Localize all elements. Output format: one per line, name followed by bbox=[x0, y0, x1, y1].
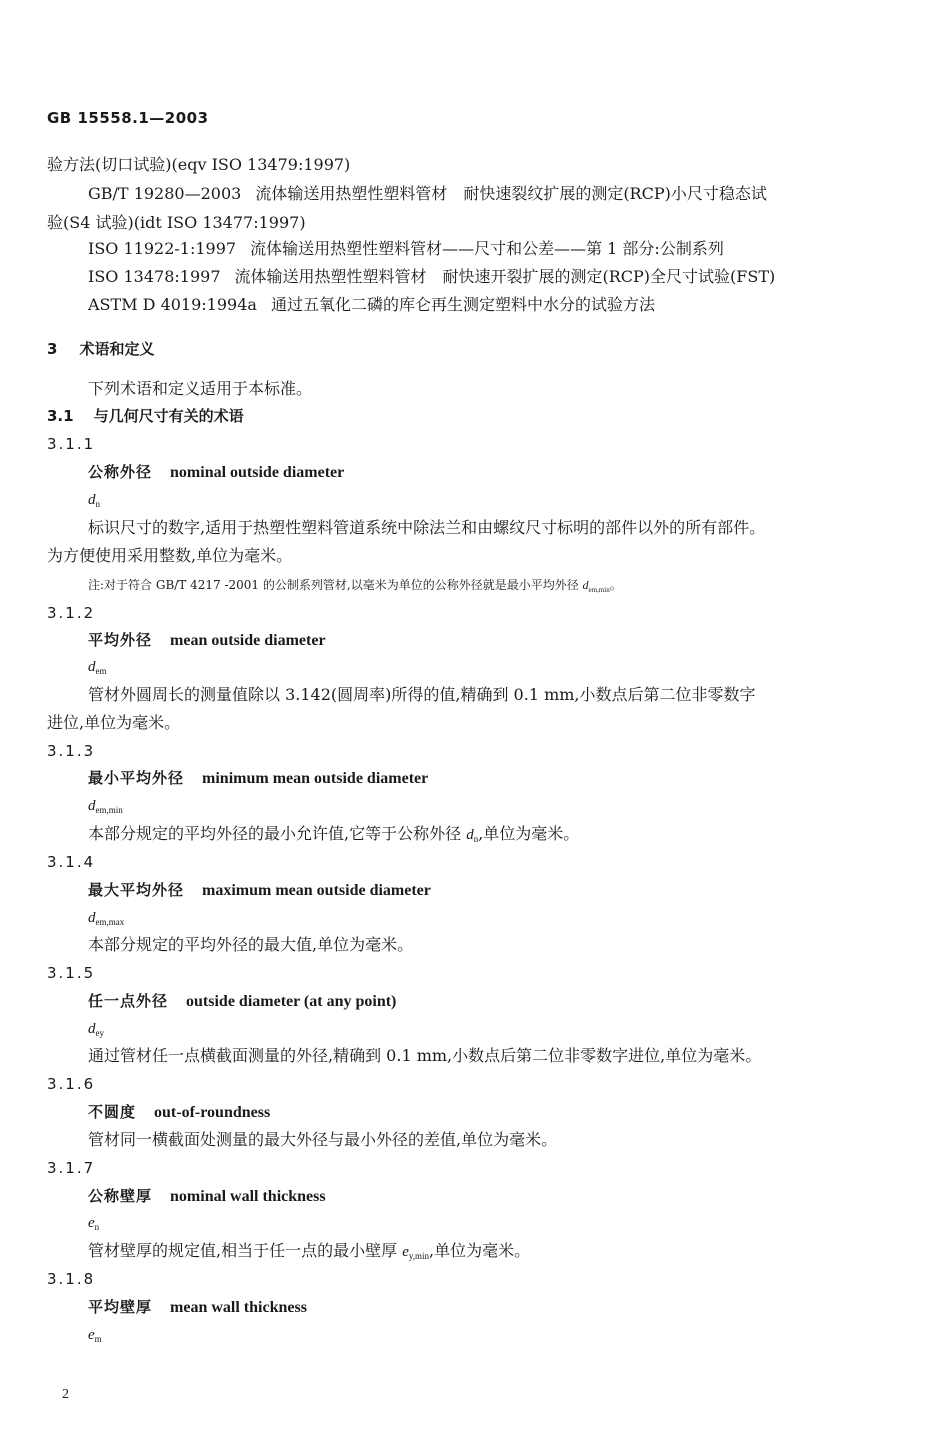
term-name-zh: 平均壁厚 bbox=[88, 1298, 153, 1316]
term-definition: 本部分规定的平均外径的最大值,单位为毫米。 bbox=[88, 935, 414, 954]
reference-code: ISO 13478:1997 bbox=[88, 267, 221, 286]
reference-title: 流体输送用热塑性塑料管材 耐快速裂纹扩展的测定(RCP)小尺寸稳态试 bbox=[255, 184, 767, 203]
term-name-en: maximum mean outside diameter bbox=[202, 882, 431, 899]
doc-code: GB 15558.1—2003 bbox=[47, 109, 209, 127]
term-number: 3.1.2 bbox=[47, 604, 96, 622]
reference-code: GB/T 19280—2003 bbox=[88, 184, 242, 203]
term-heading bbox=[88, 1186, 326, 1207]
term-name-zh: 最大平均外径 bbox=[88, 881, 185, 899]
term-name-zh: 任一点外径 bbox=[88, 992, 169, 1010]
reference-title: 通过五氧化二磷的库仑再生测定塑料中水分的试验方法 bbox=[270, 295, 655, 314]
term-symbol: $d_{em,min}$ bbox=[88, 798, 123, 815]
subsection-number: 3.1 bbox=[47, 407, 74, 425]
term-name-en: nominal wall thickness bbox=[170, 1188, 326, 1205]
term-definition: 管材壁厚的规定值,相当于任一点的最小壁厚 $e_{y,min}$,单位为毫米。 bbox=[88, 1241, 531, 1261]
term-heading bbox=[88, 1102, 270, 1123]
term-name-zh: 公称壁厚 bbox=[88, 1187, 153, 1205]
reference-line: 验(S4 试验)(idt ISO 13477:1997) bbox=[47, 213, 306, 232]
term-number: 3.1.7 bbox=[47, 1159, 96, 1177]
reference-line bbox=[88, 239, 724, 259]
term-symbol: $d_{em,max}$ bbox=[88, 910, 125, 927]
term-definition: 管材同一横截面处测量的最大外径与最小外径的差值,单位为毫米。 bbox=[88, 1130, 558, 1149]
term-symbol: $d_{em}$ bbox=[88, 659, 107, 676]
subsection-title: 与几何尺寸有关的术语 bbox=[93, 407, 244, 425]
term-number: 3.1.1 bbox=[47, 435, 96, 453]
term-name-en: mean outside diameter bbox=[170, 632, 326, 649]
term-heading bbox=[88, 768, 428, 789]
reference-title: 流体输送用热塑性塑料管材 耐快速开裂扩展的测定(RCP)全尺寸试验(FST) bbox=[234, 267, 776, 286]
term-name-en: out-of-roundness bbox=[154, 1104, 271, 1121]
term-name-zh: 不圆度 bbox=[88, 1103, 137, 1121]
subsection-heading bbox=[47, 406, 244, 426]
term-definition: 通过管材任一点横截面测量的外径,精确到 0.1 mm,小数点后第二位非零数字进位,单位为毫米。 bbox=[88, 1046, 762, 1065]
term-definition: 标识尺寸的数字,适用于热塑性塑料管道系统中除法兰和由螺纹尺寸标明的部件以外的所有部件。 bbox=[88, 518, 766, 537]
term-number: 3.1.6 bbox=[47, 1075, 96, 1093]
term-definition: 进位,单位为毫米。 bbox=[47, 713, 181, 732]
section-intro: 下列术语和定义适用于本标准。 bbox=[88, 379, 313, 398]
section-title: 术语和定义 bbox=[79, 340, 155, 358]
reference-title: 流体输送用热塑性塑料管材——尺寸和公差——第 1 部分:公制系列 bbox=[250, 239, 724, 258]
term-number: 3.1.4 bbox=[47, 853, 96, 871]
term-definition: 本部分规定的平均外径的最小允许值,它等于公称外径 $d_n$,单位为毫米。 bbox=[88, 824, 580, 844]
term-name-en: mean wall thickness bbox=[170, 1299, 307, 1316]
term-heading bbox=[88, 880, 431, 901]
reference-line bbox=[88, 267, 775, 287]
term-symbol: $d_{ey}$ bbox=[88, 1021, 104, 1038]
term-name-en: minimum mean outside diameter bbox=[202, 770, 429, 787]
term-symbol: $d_n$ bbox=[88, 492, 100, 509]
term-number: 3.1.5 bbox=[47, 964, 96, 982]
page-number: 2 bbox=[62, 1387, 69, 1402]
term-heading bbox=[88, 630, 326, 651]
reference-code: ASTM D 4019:1994a bbox=[88, 295, 257, 314]
term-definition: 为方便使用采用整数,单位为毫米。 bbox=[47, 546, 293, 565]
term-heading bbox=[88, 991, 396, 1012]
term-name-zh: 最小平均外径 bbox=[88, 769, 185, 787]
term-definition: 管材外圆周长的测量值除以 3.142(圆周率)所得的值,精确到 0.1 mm,小数点后第二位非零数字 bbox=[88, 685, 756, 704]
reference-code: ISO 11922-1:1997 bbox=[88, 239, 237, 258]
term-name-zh: 公称外径 bbox=[88, 463, 153, 481]
section-number: 3 bbox=[47, 340, 58, 358]
term-note: 注:对于符合 GB/T 4217 -2001 的公制系列管材,以毫米为单位的公称外径就是最小平均外径 $d_{em,min}$。 bbox=[88, 578, 622, 594]
term-number: 3.1.3 bbox=[47, 742, 96, 760]
term-symbol: $e_n$ bbox=[88, 1215, 100, 1232]
reference-line: 验方法(切口试验)(eqv ISO 13479:1997) bbox=[47, 155, 351, 174]
term-name-en: nominal outside diameter bbox=[170, 464, 345, 481]
section-heading bbox=[47, 339, 154, 359]
term-name-zh: 平均外径 bbox=[88, 631, 153, 649]
reference-line bbox=[88, 184, 767, 204]
term-heading bbox=[88, 462, 344, 483]
term-name-en: outside diameter (at any point) bbox=[186, 993, 397, 1010]
reference-line bbox=[88, 295, 655, 315]
term-symbol: $e_m$ bbox=[88, 1327, 102, 1344]
term-heading bbox=[88, 1297, 307, 1318]
term-number: 3.1.8 bbox=[47, 1270, 96, 1288]
